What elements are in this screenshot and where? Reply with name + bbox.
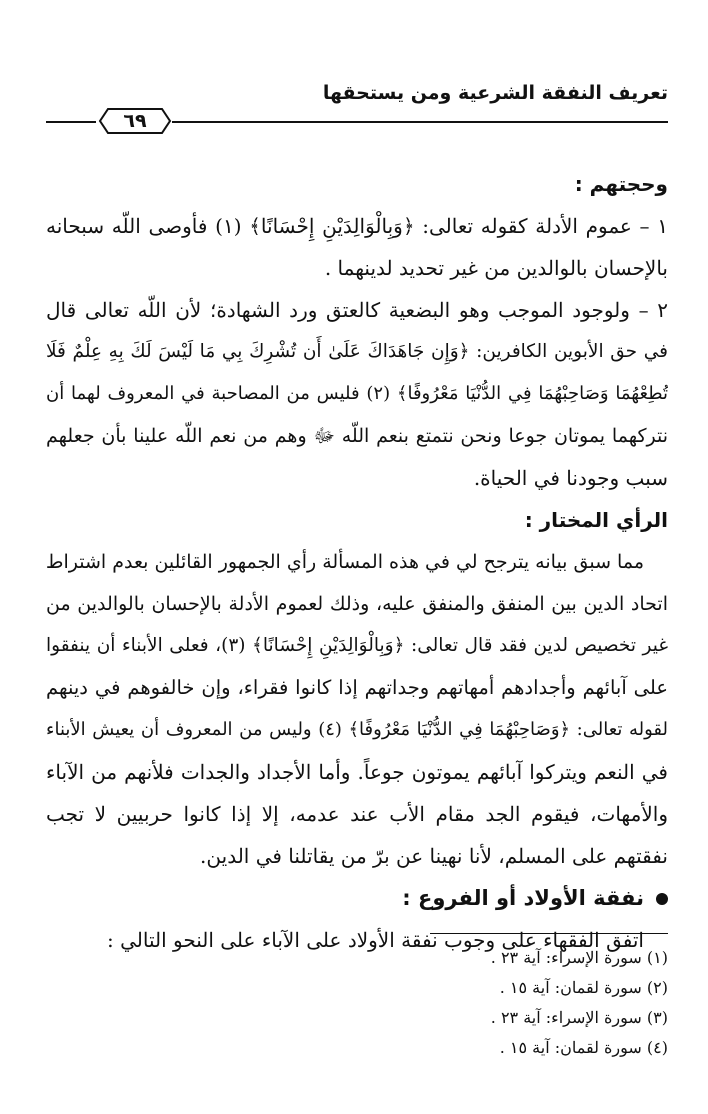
footnote-2: (٢) سورة لقمان: آية ١٥ . (499, 978, 668, 997)
heading-children-maintenance-label: نفقة الأولاد أو الفروع : (402, 886, 644, 910)
text-line: ١ – عموم الأدلة كقوله تعالى: ﴿وَبِالْوَالِدَيْنِ إِحْسَانًا﴾ (١) فأوصى اللّه سبحانه (46, 214, 668, 238)
footnote-3: (٣) سورة الإسراء: آية ٢٣ . (490, 1008, 668, 1027)
bullet-icon (656, 893, 668, 905)
footnote-4: (٤) سورة لقمان: آية ١٥ . (499, 1038, 668, 1057)
header-rule-left (46, 121, 96, 123)
body-text (46, 163, 668, 961)
text-line: بالإحسان بالوالدين من غير تحديد لدينهما . (324, 256, 668, 280)
text-line: على آبائهم وأجدادهم أمهاتهم وجداتهم إذا كانوا فقراء، وإن خالفوهم في دينهم (46, 676, 668, 699)
text-line: ٢ – ولوجود الموجب وهو البضعية كالعتق ورد الشهادة؛ لأن اللّه تعالى قال (46, 298, 668, 322)
text-line: نفقتهم على المسلم، لأنا نهينا عن برّ من يقاتلنا في الدين. (200, 844, 668, 868)
page-number-frame (98, 106, 172, 136)
text-line: اتحاد الدين بين المنفق والمنفق عليه، وذلك لعموم الأدلة بالإحسان بالوالدين من (46, 593, 668, 615)
footnotes (368, 943, 668, 1063)
heading-chosen-opinion: الرأي المختار : (524, 508, 668, 532)
header-rule-right (172, 121, 668, 123)
text-line: اتفق الفقهاء على وجوب نفقة الأولاد على الآباء على النحو التالي : (106, 928, 644, 952)
text-line: مما سبق بيانه يترجح لي في هذه المسألة رأي الجمهور القائلين بعدم اشتراط (46, 551, 644, 573)
text-line: سبب وجودنا في الحياة. (473, 466, 668, 490)
text-line: والأمهات، فيقوم الجد مقام الأب عند عدمه، إلا إذا كانوا حربيين لا تجب (46, 802, 668, 826)
text-line: نتركهما يموتان جوعا ونحن نتمتع بنعم اللّه ﷻ وهم من نعم اللّه علينا بأن جعلهم (46, 425, 668, 447)
heading-children-maintenance (46, 877, 668, 919)
heading-their-evidence: وحجتهم : (574, 172, 668, 196)
text-line: في حق الأبوين الكافرين: ﴿وَإِن جَاهَدَاكَ عَلَىٰ أَن تُشْرِكَ بِي مَا لَيْسَ لَكَ بِهِ عِلْمٌ فَلَا (46, 341, 668, 362)
text-line: لقوله تعالى: ﴿وَصَاحِبْهُمَا فِي الدُّنْيَا مَعْرُوفًا﴾ (٤) وليس من المعروف أن يعيش الأبناء (46, 719, 668, 740)
footnote-1: (١) سورة الإسراء: آية ٢٣ . (490, 948, 668, 967)
footnote-rule (430, 933, 668, 934)
text-line: غير تخصيص لدين فقد قال تعالى: ﴿وَبِالْوَالِدَيْنِ إِحْسَانًا﴾ (٣)، فعلى الأبناء أن ينفقوا (46, 635, 668, 656)
text-line: في النعم ويتركوا آبائهم يموتون جوعاً. وأما الأجداد والجدات فلأنهم من الآباء (46, 760, 668, 784)
page-number: ٦٩ (123, 110, 147, 132)
running-header-title: تعريف النفقة الشرعية ومن يستحقها (322, 82, 668, 104)
text-line: تُطِعْهُمَا وَصَاحِبْهُمَا فِي الدُّنْيَا مَعْرُوفًا﴾ (٢) فليس من المصاحبة في المعروف لهما أن (46, 383, 668, 404)
